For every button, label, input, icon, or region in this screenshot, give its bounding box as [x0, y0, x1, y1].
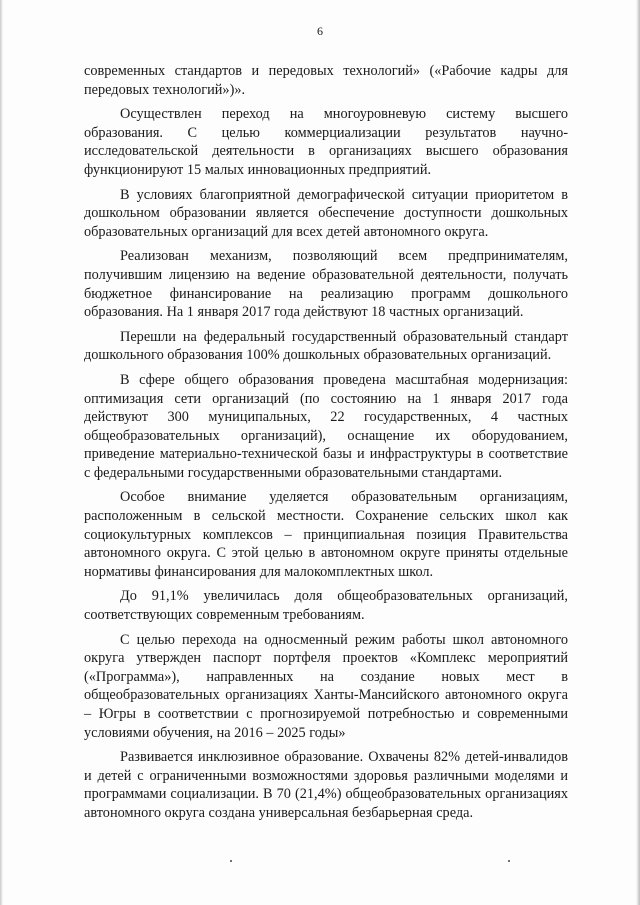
paragraph-4: Реализован механизм, позволяющий всем предпринимателям, получившим лицензию на ведение образовательной деятельности, получать бюджетное финансирование на реализацию программ дошкольного образования. На 1 января 2017 года действуют 18 частных организаций.	[84, 248, 568, 321]
paragraph-6: В сфере общего образования проведена масштабная модернизация: оптимизация сети организаций (по состоянию на 1 января 2017 года действуют 300 муниципальных, 22 государственных, 4 частных общеобразовательных организаций), оснащение их оборудованием, приведение материально-технической базы и инфраструктуры в соответствие с федеральными государственными образовательными стандартами.	[84, 371, 568, 481]
document-body	[84, 62, 568, 829]
paragraph-7: Особое внимание уделяется образовательным организациям, расположенным в сельской местности. Сохранение сельских школ как социокультурных комплексов – принципиальная позиция Правительства автономного округа. С этой целью в автономном округе приняты отдельные нормативы финансирования для малокомплектных школ.	[84, 489, 568, 580]
paragraph-5: Перешли на федеральный государственный образовательный стандарт дошкольного образования 100% дошкольных образовательных организаций.	[84, 328, 568, 364]
scan-edge-right	[636, 0, 640, 905]
paragraph-8: До 91,1% увеличилась доля общеобразовательных организаций, соответствующих современным требованиям.	[84, 588, 568, 624]
scan-edge-left	[0, 0, 3, 905]
paragraph-2: Осуществлен переход на многоуровневую систему высшего образования. С целью коммерциализации результатов научно-исследовательской деятельности в организациях высшего образования функционируют 15 малых инновационных предприятий.	[84, 106, 568, 178]
page-number: 6	[317, 24, 323, 38]
paragraph-10: Развивается инклюзивное образование. Охвачены 82% детей-инвалидов и детей с ограниченными возможностями здоровья различными моделями и программами социализации. В 70 (21,4%) общеобразовательных организациях автономного округа создана универсальная безбарьерная среда.	[84, 749, 568, 821]
scan-speck	[508, 860, 510, 862]
paragraph-3: В условиях благоприятной демографической ситуации приоритетом в дошкольном образовании является обеспечение доступности дошкольных образовательных организаций для всех детей автономного округа.	[84, 186, 568, 240]
paragraph-9: С целью перехода на односменный режим работы школ автономного округа утвержден паспорт портфеля проектов «Комплекс мероприятий («Программа»), направленных на создание новых мест в общеобразовательных организациях Ханты-Мансийского автономного округа – Югры в соответствии с прогнозируемой потребностью и современными условиями обучения, на 2016 – 2025 годы»	[84, 631, 568, 741]
scan-speck	[230, 860, 232, 862]
paragraph-1: современных стандартов и передовых технологий» («Рабочие кадры для передовых технологий»)».	[84, 63, 568, 98]
